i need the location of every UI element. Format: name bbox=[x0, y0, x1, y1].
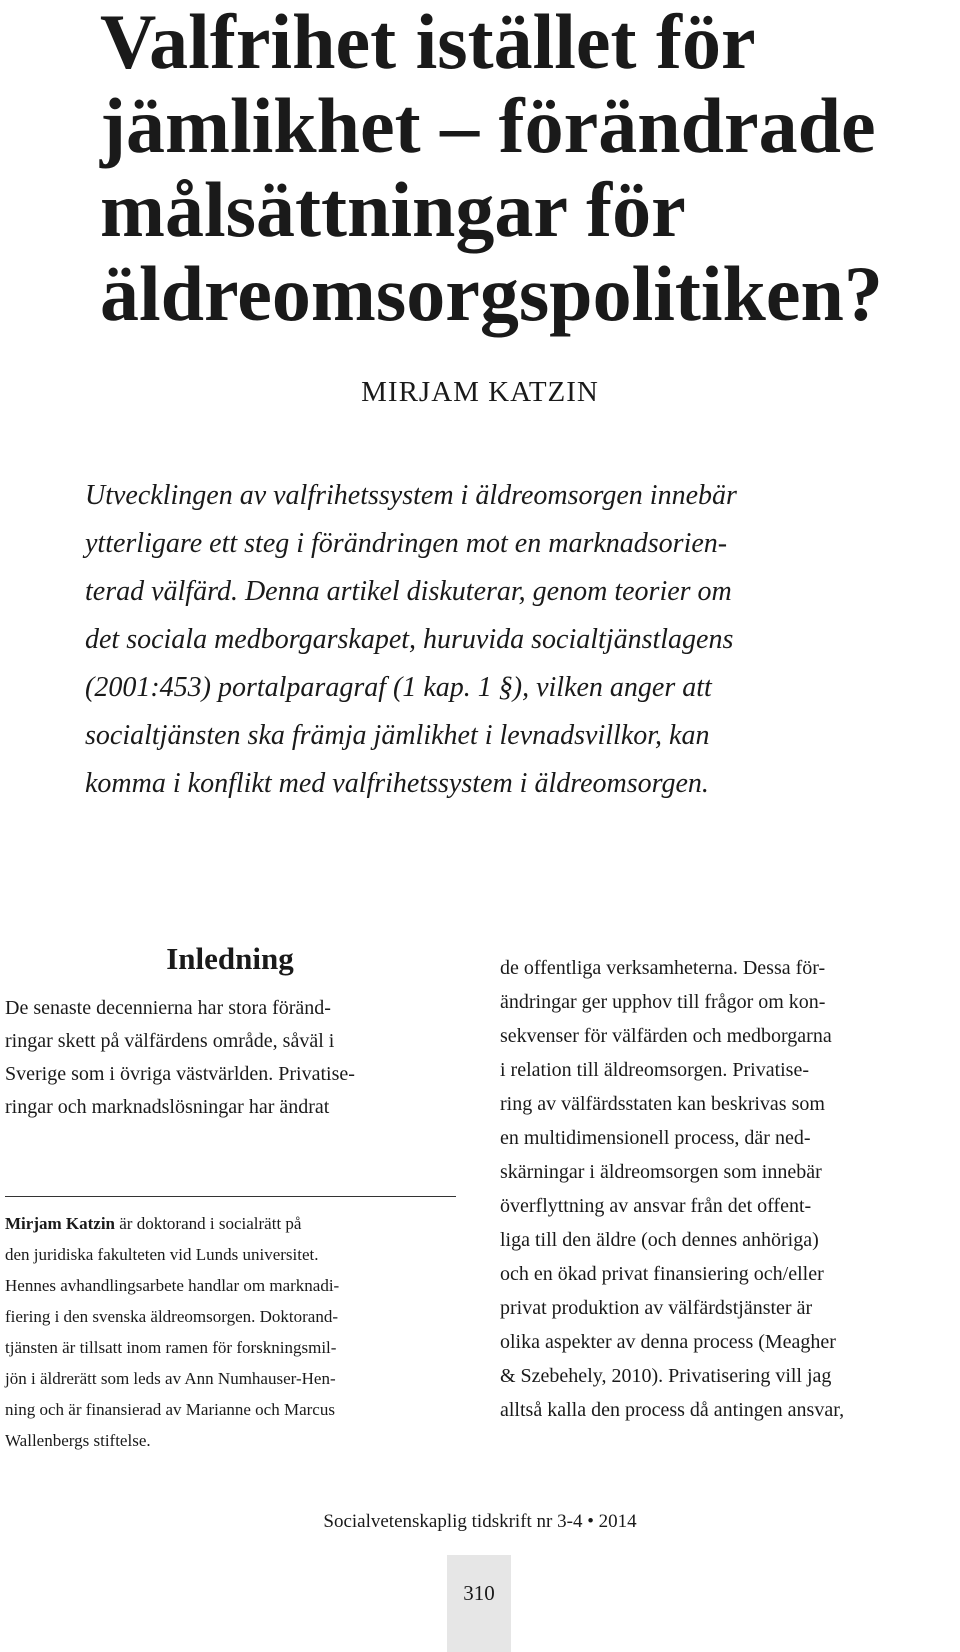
note-line: ning och är finansierad av Marianne och Marcus bbox=[5, 1400, 335, 1419]
abstract-line: terad välfärd. Denna artikel diskuterar, genom teorier om bbox=[85, 576, 732, 607]
body-line: sekvenser för välfärden och medborgarna bbox=[500, 1025, 832, 1047]
title-line: jämlikhet – förändrade bbox=[100, 82, 876, 169]
page-number: 310 bbox=[463, 1581, 495, 1605]
body-line: ring av välfärdsstaten kan beskrivas som bbox=[500, 1093, 825, 1115]
abstract-line: ytterligare ett steg i förändringen mot en marknadsorien- bbox=[85, 528, 728, 559]
abstract bbox=[85, 472, 875, 808]
title-line: äldreomsorgspolitiken? bbox=[100, 250, 883, 337]
note-line: fiering i den svenska äldreomsorgen. Doktorand- bbox=[5, 1307, 338, 1326]
note-line bbox=[5, 1208, 456, 1239]
body-line: ringar skett på välfärdens område, såväl i bbox=[5, 1030, 335, 1052]
body-line: skärningar i äldreomsorgen som innebär bbox=[500, 1161, 822, 1183]
note-line: den juridiska fakulteten vid Lunds universitet. bbox=[5, 1245, 319, 1264]
journal-footer: Socialvetenskaplig tidskrift nr 3-4 • 2014 bbox=[323, 1511, 637, 1532]
note-line: jön i äldrerätt som leds av Ann Numhauser-Hen- bbox=[5, 1369, 336, 1388]
body-line: & Szebehely, 2010). Privatisering vill jag bbox=[500, 1365, 832, 1387]
abstract-line: socialtjänsten ska främja jämlikhet i levnadsvillkor, kan bbox=[85, 720, 710, 751]
author-name: MIRJAM KATZIN bbox=[361, 376, 599, 408]
title-line: Valfrihet istället för bbox=[100, 0, 756, 85]
section-heading: Inledning bbox=[166, 941, 294, 976]
abstract-line: komma i konflikt med valfrihetssystem i äldreomsorgen. bbox=[85, 768, 709, 799]
body-line: De senaste decennierna har stora föränd- bbox=[5, 997, 331, 1019]
body-line: liga till den äldre (och dennes anhöriga) bbox=[500, 1229, 819, 1251]
note-line: tjänsten är tillsatt inom ramen för forskningsmil- bbox=[5, 1338, 337, 1357]
title-line: målsättningar för bbox=[100, 166, 686, 253]
body-line: i relation till äldreomsorgen. Privatise- bbox=[500, 1059, 810, 1081]
page-number-box bbox=[447, 1555, 511, 1652]
body-line: en multidimensionell process, där ned- bbox=[500, 1127, 811, 1149]
body-line: alltså kalla den process då antingen ansvar, bbox=[500, 1399, 845, 1421]
body-line: överflyttning av ansvar från det offent- bbox=[500, 1195, 812, 1217]
note-first-line-rest: är doktorand i socialrätt på bbox=[115, 1214, 302, 1233]
note-line: Hennes avhandlingsarbete handlar om marknadi- bbox=[5, 1276, 340, 1295]
article-title bbox=[100, 0, 883, 337]
note-author-name: Mirjam Katzin bbox=[5, 1214, 115, 1233]
abstract-line: (2001:453) portalparagraf (1 kap. 1 §), vilken anger att bbox=[85, 672, 712, 703]
abstract-line: Utvecklingen av valfrihetssystem i äldreomsorgen innebär bbox=[85, 480, 737, 511]
footnote-divider bbox=[5, 1196, 456, 1197]
abstract-line: det sociala medborgarskapet, huruvida socialtjänstlagens bbox=[85, 624, 734, 655]
body-line: och en ökad privat finansiering och/eller bbox=[500, 1263, 824, 1285]
body-line: de offentliga verksamheterna. Dessa för- bbox=[500, 957, 826, 979]
body-line: olika aspekter av denna process (Meagher bbox=[500, 1331, 836, 1353]
body-line: ringar och marknadslösningar har ändrat bbox=[5, 1096, 330, 1118]
body-line: ändringar ger upphov till frågor om kon- bbox=[500, 991, 826, 1013]
left-column-body bbox=[5, 992, 456, 1124]
body-line: privat produktion av välfärdstjänster är bbox=[500, 1297, 813, 1319]
body-line: Sverige som i övriga västvärlden. Privatise- bbox=[5, 1063, 355, 1085]
note-line: Wallenbergs stiftelse. bbox=[5, 1431, 151, 1450]
author-note bbox=[5, 1208, 456, 1456]
right-column-body bbox=[500, 951, 955, 1427]
